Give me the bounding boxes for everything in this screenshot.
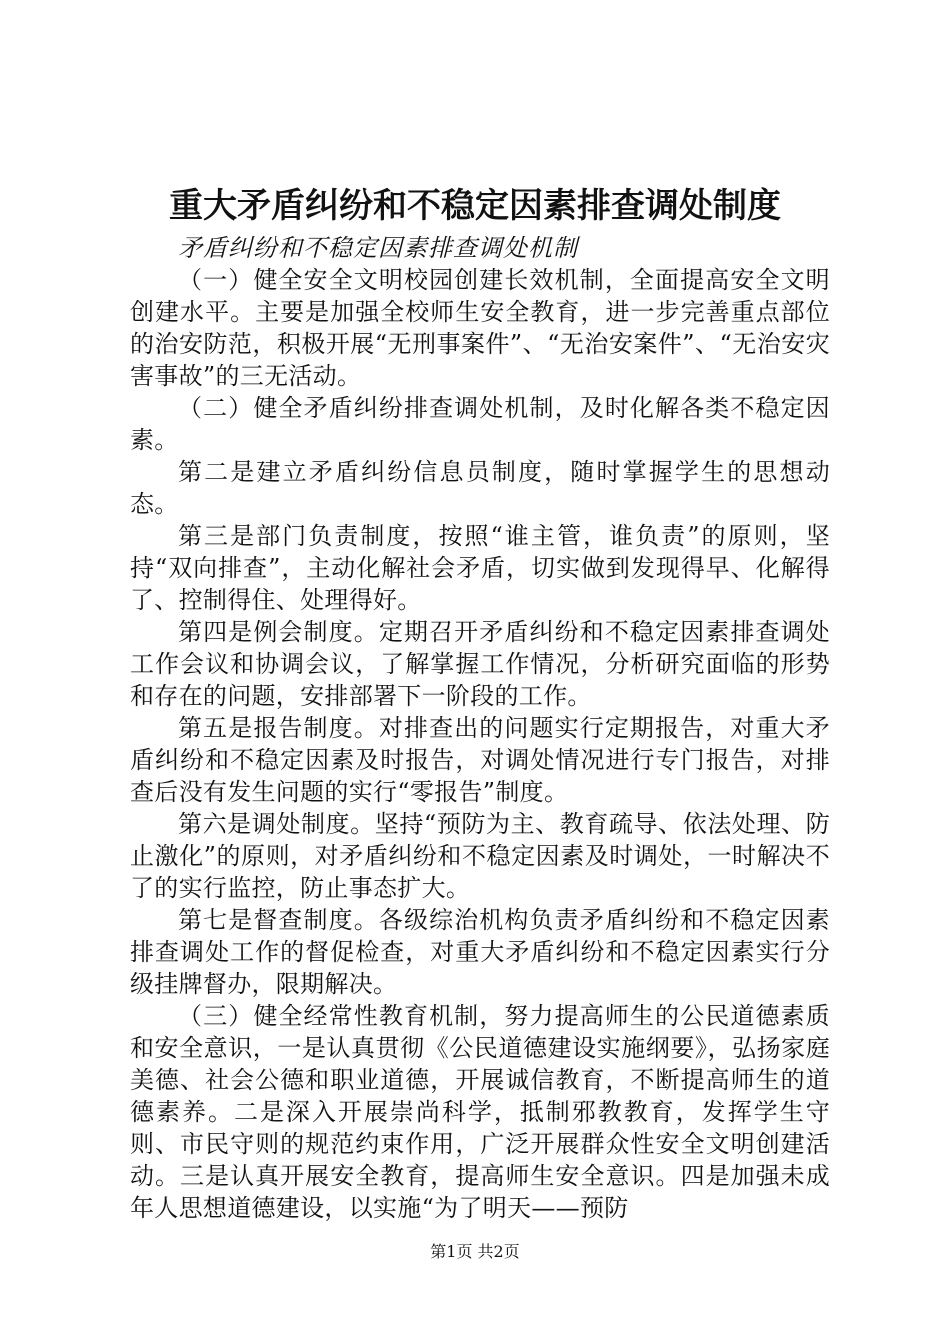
paragraph-item-3: 第三是部门负责制度，按照“谁主管，谁负责”的原则，坚持“双向排查”，主动化解社会矛盾，切实做到发现得早、化解得了、控制得住、处理得好。 — [130, 522, 830, 614]
paragraph-item-2: 第二是建立矛盾纠纷信息员制度，随时掌握学生的思想动态。 — [130, 458, 830, 518]
paragraph-section-2: （二）健全矛盾纠纷排查调处机制，及时化解各类不稳定因素。 — [130, 394, 830, 454]
document-body — [130, 264, 830, 1224]
paragraph-item-4: 第四是例会制度。定期召开矛盾纠纷和不稳定因素排查调处工作会议和协调会议，了解掌握工作情况，分析研究面临的形势和存在的问题，安排部署下一阶段的工作。 — [130, 618, 830, 710]
paragraph-section-3: （三）健全经常性教育机制，努力提高师生的公民道德素质和安全意识，一是认真贯彻《公民道德建设实施纲要》，弘扬家庭美德、社会公德和职业道德，开展诚信教育，不断提高师生的道德素养。二是深入开展崇尚科学，抵制邪教教育，发挥学生守则、市民守则的规范约束作用，广泛开展群众性安全文明创建活动。三是认真开展安全教育，提高师生安全意识。四是加强未成年人思想道德建设，以实施“为了明天——预防 — [130, 1002, 830, 1222]
paragraph-item-5: 第五是报告制度。对排查出的问题实行定期报告，对重大矛盾纠纷和不稳定因素及时报告，对调处情况进行专门报告，对排查后没有发生问题的实行“零报告”制度。 — [130, 714, 830, 806]
page-number: 第1页 共2页 — [430, 1242, 520, 1261]
paragraph-item-7: 第七是督查制度。各级综治机构负责矛盾纠纷和不稳定因素排查调处工作的督促检查，对重大矛盾纠纷和不稳定因素实行分级挂牌督办，限期解决。 — [130, 906, 830, 998]
paragraph-section-1: （一）健全安全文明校园创建长效机制，全面提高安全文明创建水平。主要是加强全校师生安全教育，进一步完善重点部位的治安防范，积极开展“无刑事案件”、“无治安案件”、“无治安灾害事故”的三无活动。 — [130, 266, 830, 390]
paragraph-item-6: 第六是调处制度。坚持“预防为主、教育疏导、依法处理、防止激化”的原则，对矛盾纠纷和不稳定因素及时调处，一时解决不了的实行监控，防止事态扩大。 — [130, 810, 830, 902]
document-title: 重大矛盾纠纷和不稳定因素排查调处制度 — [169, 186, 781, 226]
document-subtitle: 矛盾纠纷和不稳定因素排查调处机制 — [178, 234, 578, 262]
